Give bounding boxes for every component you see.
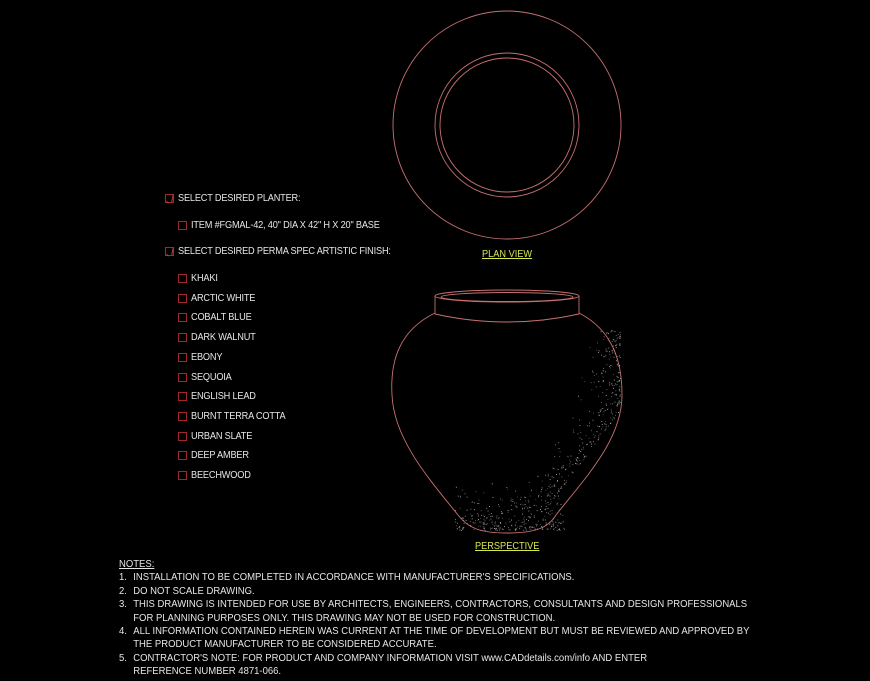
finish-label-ebony: EBONY [191,352,223,363]
notes-heading: NOTES: [119,559,155,570]
note-text: DO NOT SCALE DRAWING. [133,585,255,597]
finish-label-arctic-white: ARCTIC WHITE [191,293,256,304]
note-number: 5. [119,652,127,664]
finish-checkbox-beechwood[interactable] [178,471,187,480]
note-4 [119,625,749,638]
finish-checkbox-cobalt-blue[interactable] [178,313,187,322]
finish-checkbox-urban-slate[interactable] [178,432,187,441]
note-number: 3. [119,599,127,611]
note-text: ALL INFORMATION CONTAINED HEREIN WAS CURRENT AT THE TIME OF DEVELOPMENT BUT MUST BE REVIEWED AND APPROVED BY [133,626,750,638]
finish-label-dark-walnut: DARK WALNUT [191,332,256,343]
notes-block [119,558,749,679]
note-3-continued: FOR PLANNING PURPOSES ONLY. THIS DRAWING MAY NOT BE USED FOR CONSTRUCTION. [133,612,556,624]
note-text: THIS DRAWING IS INTENDED FOR USE BY ARCHITECTS, ENGINEERS, CONTRACTORS, CONSULTANTS AND DESIGN PROFESSIONALS [133,599,748,611]
finish-checkbox-dark-walnut[interactable] [178,333,187,342]
perspective-drawing [392,290,622,533]
note-3 [119,598,749,611]
plan-view-drawing [393,11,621,239]
perspective-label: PERSPECTIVE [475,541,540,552]
planter-heading: SELECT DESIRED PLANTER: [178,193,301,204]
finish-checkbox-english-lead[interactable] [178,392,187,401]
planter-option-label: ITEM #FGMAL-42, 40" DIA X 42" H X 20" BASE [191,220,380,231]
note-5-continued: REFERENCE NUMBER 4871-066. [133,666,282,678]
note-2 [119,585,749,598]
note-5 [119,652,749,665]
note-text: INSTALLATION TO BE COMPLETED IN ACCORDANCE WITH MANUFACTURER'S SPECIFICATIONS. [133,572,575,584]
finish-label-urban-slate: URBAN SLATE [191,431,253,442]
finish-label-sequoia: SEQUOIA [191,372,232,383]
plan-view-label: PLAN VIEW [482,249,533,260]
finish-label-deep-amber: DEEP AMBER [191,450,249,461]
note-1 [119,571,749,584]
finish-checkbox-sequoia[interactable] [178,373,187,382]
finish-checkbox-deep-amber[interactable] [178,451,187,460]
finish-label-english-lead: ENGLISH LEAD [191,391,256,402]
finish-heading-checkbox[interactable] [165,247,174,256]
finish-checkbox-ebony[interactable] [178,353,187,362]
note-4-continued: THE PRODUCT MANUFACTURER TO BE CONSIDERED ACCURATE. [133,639,437,651]
stipple-shading [455,330,621,531]
finish-label-burnt-terra-cotta: BURNT TERRA COTTA [191,411,286,422]
finish-checkbox-khaki[interactable] [178,274,187,283]
finish-checkbox-arctic-white[interactable] [178,294,187,303]
finish-label-khaki: KHAKI [191,273,218,284]
finish-label-cobalt-blue: COBALT BLUE [191,312,252,323]
note-number: 2. [119,585,127,597]
note-text: CONTRACTOR'S NOTE: FOR PRODUCT AND COMPANY INFORMATION VISIT www.CADdetails.com/info AND ENTER [133,652,648,664]
planter-option-checkbox[interactable] [178,221,187,230]
planter-heading-checkbox[interactable] [165,194,174,203]
note-number: 1. [119,572,127,584]
finish-heading: SELECT DESIRED PERMA SPEC ARTISTIC FINISH: [178,246,391,257]
note-number: 4. [119,626,127,638]
finish-checkbox-burnt-terra-cotta[interactable] [178,412,187,421]
finish-label-beechwood: BEECHWOOD [191,470,251,481]
